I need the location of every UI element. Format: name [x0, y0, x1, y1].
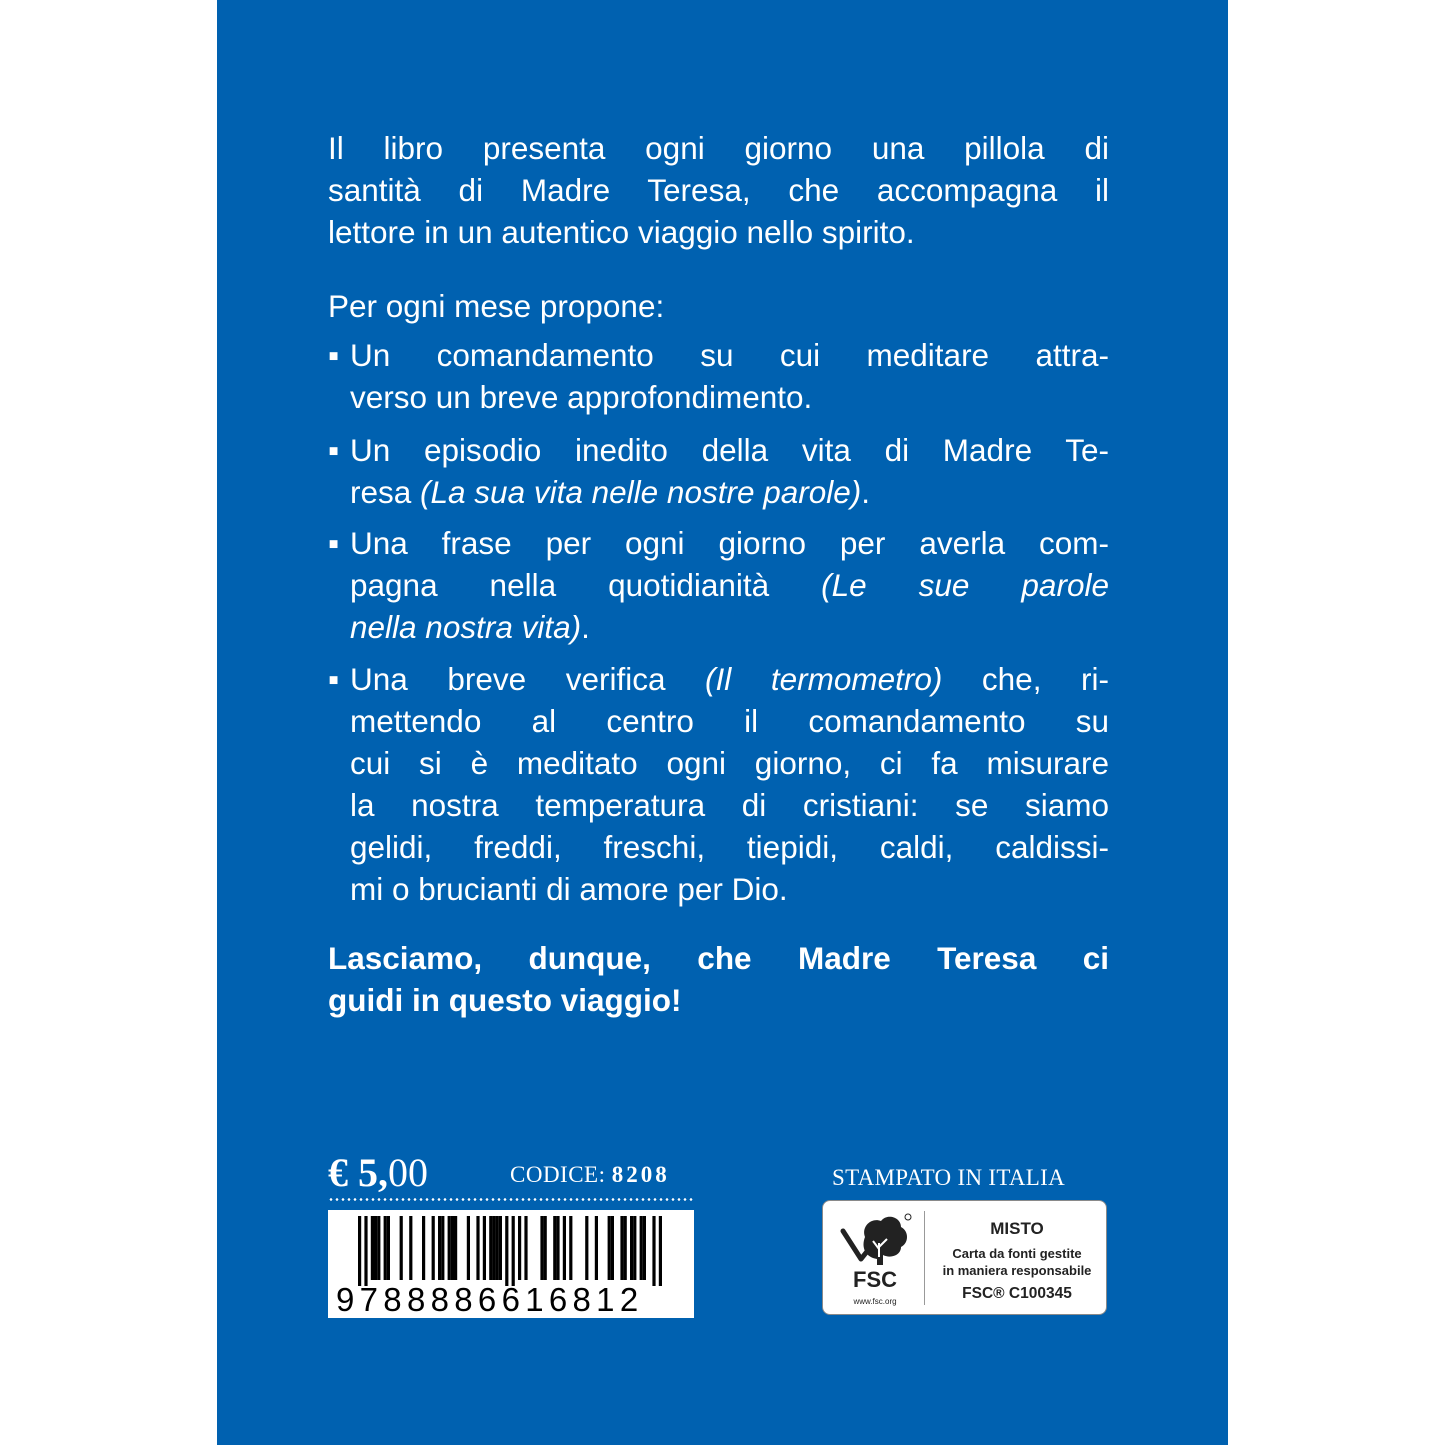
barcode-bar [409, 1216, 412, 1280]
barcode-bar [608, 1216, 611, 1280]
list-item-line: Un episodio inedito della vita di Madre Te- [350, 432, 1109, 468]
barcode-bar [454, 1216, 457, 1280]
barcode-bar [496, 1216, 499, 1280]
fsc-tree-logo-icon [835, 1209, 915, 1309]
list-item-text: che, ri- [942, 661, 1109, 697]
barcode-bar [505, 1216, 508, 1286]
fsc-description [931, 1245, 1103, 1279]
barcode-bar [492, 1216, 495, 1280]
fsc-description-line: in maniera responsabile [942, 1263, 1092, 1278]
fsc-license: FSC® C100345 [962, 1285, 1072, 1302]
barcode-bar [358, 1216, 361, 1286]
barcode-bar [659, 1216, 662, 1286]
barcode-bar [640, 1216, 643, 1280]
intro-paragraph [328, 127, 1109, 253]
barcode-bar [432, 1216, 435, 1280]
barcode-bar [595, 1216, 598, 1280]
barcode-bar [540, 1216, 543, 1280]
closing-line: Lasciamo, dunque, che Madre Teresa ci [328, 940, 1109, 976]
barcode-bar [467, 1216, 470, 1280]
barcode-bar [630, 1216, 633, 1280]
bullet-marker: ▪ [328, 525, 340, 561]
barcode-bar [451, 1216, 454, 1280]
fsc-category: MISTO [990, 1219, 1044, 1238]
printed-in-italy: STAMPATO IN ITALIA [832, 1165, 1066, 1190]
barcode-bar [611, 1216, 614, 1280]
list-item-line [350, 658, 1109, 700]
list-item-line [350, 564, 1109, 606]
barcode-bar [384, 1216, 387, 1280]
dotted-separator [328, 1198, 694, 1201]
barcode-bar [556, 1216, 559, 1280]
fsc-label [822, 1200, 1107, 1315]
barcode-digits: 9788886616812 [336, 1281, 644, 1318]
barcode-bar [569, 1216, 572, 1280]
barcode-bar [483, 1216, 486, 1280]
list-item-italic: (La sua vita nelle nostre parole) [420, 474, 862, 510]
intro-line: santità di Madre Teresa, che accompagna il [328, 172, 1109, 208]
list-item-italic: (Le sue parole [821, 567, 1109, 603]
barcode-bar [624, 1216, 627, 1280]
barcode-bar [371, 1216, 374, 1280]
list-item-line: mi o brucianti di amore per Dio. [350, 871, 788, 907]
bullet-marker: ▪ [328, 337, 340, 373]
list-item-line: gelidi, freddi, freschi, tiepidi, caldi, caldissi- [350, 829, 1109, 865]
barcode-bar [620, 1216, 623, 1280]
price-main: € 5, [328, 1150, 388, 1195]
barcode-bar [563, 1216, 566, 1280]
barcode-bar [377, 1216, 380, 1280]
barcode-bar [643, 1216, 646, 1280]
list-item-line: Una frase per ogni giorno per averla com- [350, 525, 1109, 561]
barcode-bar [476, 1216, 479, 1280]
price [328, 1150, 428, 1196]
isbn-barcode [328, 1210, 694, 1318]
barcode-bar [512, 1216, 515, 1286]
list-item-line: Un comandamento su cui meditare attra- [350, 337, 1109, 373]
list-item-text: Una breve verifica [350, 661, 706, 697]
list-item-text: . [581, 609, 590, 645]
bullet-marker: ▪ [328, 432, 340, 468]
barcode-bar [553, 1216, 556, 1280]
list-item [350, 658, 1109, 910]
list-item-line [350, 606, 1109, 648]
barcode-bar [499, 1216, 502, 1280]
list-item-text: pagna nella quotidianità [350, 567, 822, 603]
list-item-line: cui si è meditato ogni giorno, ci fa misurare [350, 745, 1109, 781]
list-item-text: resa [350, 474, 421, 510]
fsc-website: www.fsc.org [853, 1297, 897, 1306]
barcode-bar [585, 1216, 588, 1280]
fsc-divider [924, 1211, 925, 1305]
list-item-text: . [861, 474, 871, 510]
barcode-bar [652, 1216, 655, 1286]
closing-paragraph [328, 937, 1109, 1021]
barcode-bar [387, 1216, 390, 1280]
barcode-bar [422, 1216, 425, 1280]
list-item-line: mettendo al centro il comandamento su [350, 703, 1109, 739]
list-item [350, 429, 1109, 513]
list-intro: Per ogni mese propone: [328, 288, 665, 324]
list-item-italic: (Il termometro) [705, 661, 943, 697]
barcode-bar [544, 1216, 547, 1280]
barcode-bar [518, 1216, 521, 1280]
fsc-logo-text: FSC [853, 1267, 897, 1292]
list-item-line: la nostra temperatura di cristiani: se siamo [350, 787, 1109, 823]
barcode-bar [448, 1216, 451, 1280]
code-label: CODICE: [510, 1162, 612, 1187]
barcode-bar [364, 1216, 367, 1286]
code-value: 8208 [611, 1162, 670, 1187]
barcode-bar [400, 1216, 403, 1280]
product-code [510, 1160, 670, 1190]
barcode-bar [524, 1216, 527, 1280]
intro-line: Il libro presenta ogni giorno una pillola di [328, 130, 1109, 166]
list-item [350, 522, 1109, 648]
intro-line: lettore in un autentico viaggio nello spirito. [328, 214, 915, 250]
bullet-marker: ▪ [328, 661, 340, 697]
list-item [350, 334, 1109, 418]
barcode-bar [489, 1216, 492, 1280]
closing-line: guidi in questo viaggio! [328, 982, 682, 1018]
barcode-bar [374, 1216, 377, 1280]
barcode-bar [441, 1216, 444, 1280]
price-cents: 00 [388, 1150, 428, 1195]
barcode-bar [633, 1216, 636, 1280]
list-item-line: verso un breve approfondimento. [350, 379, 813, 415]
barcode-bar [438, 1216, 441, 1280]
fsc-description-line: Carta da fonti gestite [952, 1246, 1082, 1261]
list-item-italic: nella nostra vita) [350, 609, 582, 645]
list-item-line [350, 471, 1109, 513]
